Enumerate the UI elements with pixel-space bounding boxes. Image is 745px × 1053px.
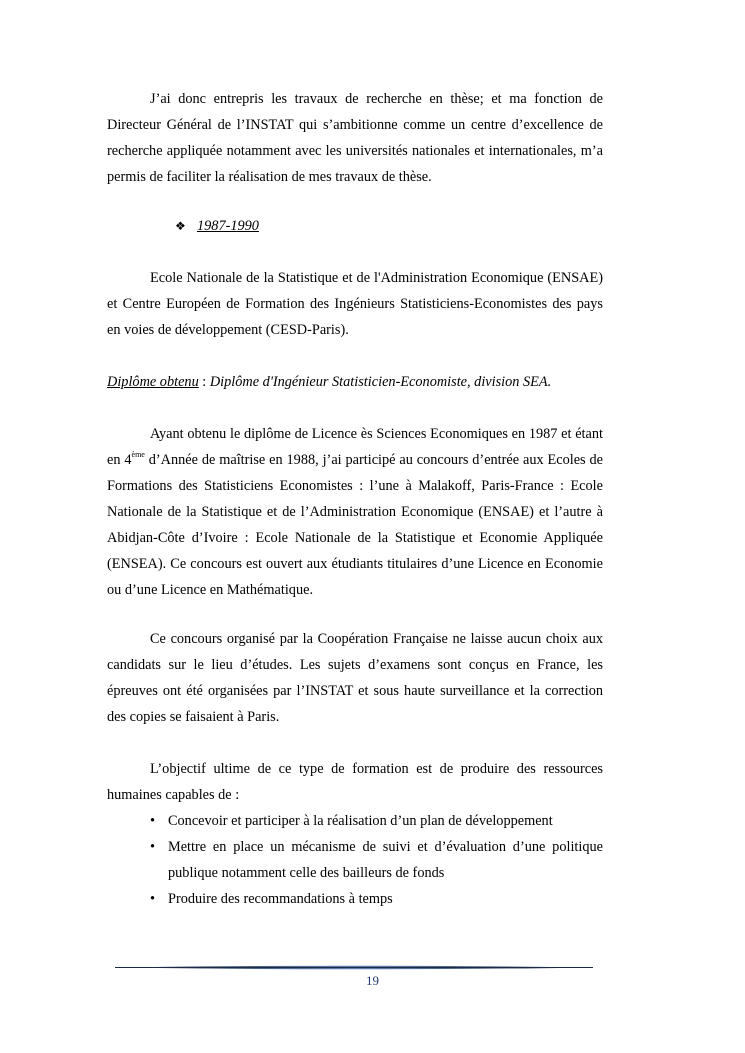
diploma-line	[107, 369, 551, 395]
paragraph-thesis-work: J’ai donc entrepris les travaux de recherche en thèse; et ma fonction de Directeur Général de l’INSTAT qui s’ambitionne comme un centre d’excellence de recherche appliquée notamment avec les universités nationales et internationales, m’a permis de faciliter la réalisation de mes travaux de thèse.	[107, 91, 603, 185]
list-item: • Produire des recommandations à temps	[150, 886, 603, 912]
document-page	[107, 0, 603, 1053]
diamond-bullet-icon: ❖	[175, 219, 186, 233]
footer-divider	[115, 964, 593, 971]
list-item: • Concevoir et participer à la réalisation d’un plan de développement	[150, 808, 603, 834]
paragraph-entrance-exam	[107, 421, 603, 603]
diploma-separator: :	[198, 374, 210, 390]
bullet-icon: •	[150, 839, 156, 855]
paragraph-cooperation: Ce concours organisé par la Coopération Française ne laisse aucun choix aux candidats sur le lieu d’études. Les sujets d’examens sont conçus en France, les épreuves ont été organisées par l’INSTAT et sous haute surveillance et la correction des copies se faisaient à Paris.	[107, 631, 603, 725]
paragraph-entrance-exam-part2: d’Année de maîtrise en 1988, j’ai participé au concours d’entrée aux Ecoles de Formations des Statisticiens Economistes : l’une à Malakoff, Paris-France : Ecole Nationale de la Statistique et de l’Administration Economique (ENSAE) et l’autre à Abidjan-Côte d’Ivoire : Ecole Nationale de la Statistique et Economie Appliquée (ENSEA). Ce concours est ouvert aux étudiants titulaires d’une Licence en Economie ou d’une Licence en Mathématique.	[107, 452, 603, 598]
objectives-list	[150, 808, 603, 912]
diploma-label: Diplôme obtenu	[107, 374, 199, 390]
paragraph-objective: L’objectif ultime de ce type de formation est de produire des ressources humaines capables de :	[107, 761, 603, 803]
section-heading-1987-1990	[175, 213, 259, 239]
superscript-eme: ème	[131, 450, 145, 459]
bullet-icon: •	[150, 813, 156, 829]
diploma-value: Diplôme d'Ingénieur Statisticien-Economiste, division SEA.	[209, 374, 552, 390]
list-item: • Mettre en place un mécanisme de suivi et d’évaluation d’une politique publique notamment celle des bailleurs de fonds	[150, 834, 603, 886]
paragraph-entrance-exam-part1: Ayant obtenu le diplôme de Licence ès Sciences Economiques en 1987 et étant en 4	[107, 426, 603, 468]
bullet-icon: •	[150, 891, 156, 907]
paragraph-schools: Ecole Nationale de la Statistique et de l'Administration Economique (ENSAE) et Centre Européen de Formation des Ingénieurs Statisticiens-Economistes des pays en voies de développement (CESD-Paris).	[107, 270, 603, 338]
page-number: 19	[366, 973, 379, 988]
section-heading-text: 1987-1990	[197, 218, 259, 234]
